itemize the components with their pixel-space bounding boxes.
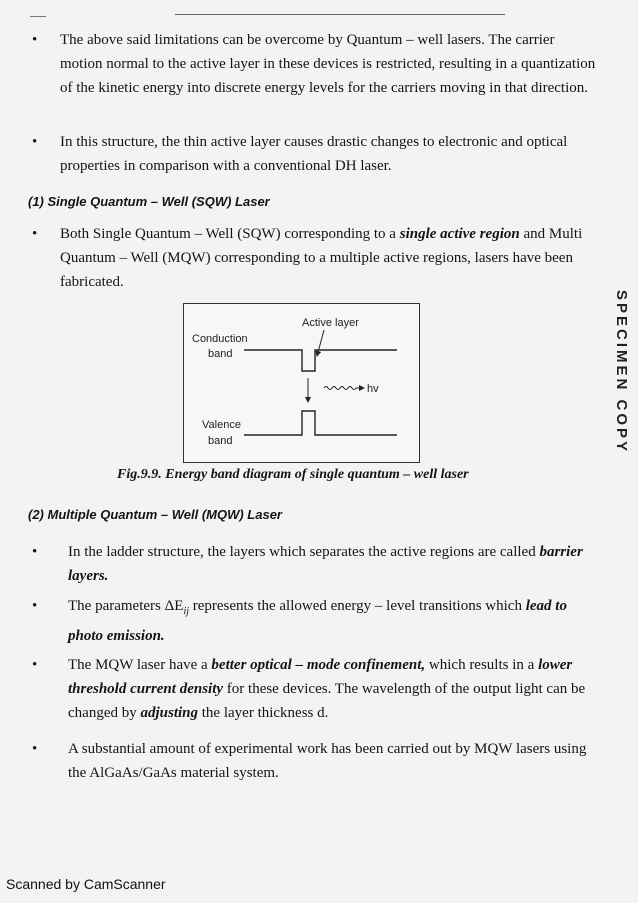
bullet-dot: • xyxy=(32,32,38,48)
bullet-text xyxy=(40,594,600,648)
text-part: and Multi Quantum – Well (MQW) corresponding to a multiple active regions, lasers have been fabricated. xyxy=(60,226,583,290)
emphasis: barrier layers. xyxy=(68,544,583,584)
text-part: for these devices. The wavelength of the output light can be changed by xyxy=(68,681,586,721)
bullet-mqw-3 xyxy=(32,653,600,725)
valence-label-1: Valence xyxy=(202,419,241,431)
bullet-dot: • xyxy=(32,741,38,757)
scanner-footer: Scanned by CamScanner xyxy=(6,876,166,892)
emphasis: lead to photo emission. xyxy=(68,598,567,644)
subscript: ij xyxy=(183,606,189,617)
bullet-dot: • xyxy=(32,134,38,150)
bullet-text: In this structure, the thin active layer causes drastic changes to electronic and optical properties in comparison with a conventional DH laser. xyxy=(60,134,568,174)
bullet-dot: • xyxy=(32,598,38,614)
bullet-text: A substantial amount of experimental work has been carried out by MQW lasers using the AlGaAs/GaAs material system. xyxy=(68,741,587,781)
bullet-intro-1 xyxy=(32,28,600,100)
active-layer-pointer xyxy=(317,330,324,356)
bullet-mqw-1 xyxy=(32,540,600,588)
bullet-sqw xyxy=(32,222,600,294)
text-part: the layer thickness d. xyxy=(198,705,329,721)
text-part: The parameters ΔE xyxy=(68,598,184,614)
bullet-dot: • xyxy=(32,544,38,560)
valence-band-line xyxy=(244,411,397,435)
bullet-text xyxy=(40,540,600,588)
text-part: In the ladder structure, the layers which separates the active regions are called xyxy=(68,544,540,560)
conduction-band-line xyxy=(244,350,397,371)
side-stamp: SPECIMEN COPY xyxy=(613,290,630,455)
section-heading-mqw: (2) Multiple Quantum – Well (MQW) Laser xyxy=(28,507,282,522)
emphasis: adjusting xyxy=(140,705,199,721)
energy-band-figure xyxy=(183,303,420,463)
top-rule xyxy=(175,14,505,15)
bullet-mqw-4 xyxy=(32,737,600,785)
active-layer-label: Active layer xyxy=(302,317,359,329)
text-part: Both Single Quantum – Well (SQW) corresponding to a xyxy=(60,226,400,242)
valence-label-2: band xyxy=(208,435,233,447)
photon-label: hv xyxy=(367,383,379,395)
figure-caption: Fig.9.9. Energy band diagram of single quantum – well laser xyxy=(117,467,469,482)
text-part: which results in a xyxy=(425,657,539,673)
bullet-text xyxy=(40,222,600,294)
photon-wave xyxy=(324,387,356,390)
section-heading-sqw: (1) Single Quantum – Well (SQW) Laser xyxy=(28,194,270,209)
top-dash xyxy=(30,16,46,17)
text-part: represents the allowed energy – level transitions which xyxy=(189,598,526,614)
bullet-text: The above said limitations can be overcome by Quantum – well lasers. The carrier motion normal to the active layer in these devices is restricted, resulting in a quantization of the kinetic energy into discrete energy levels for the carriers moving in that direction. xyxy=(60,32,596,96)
text-part: The MQW laser have a xyxy=(68,657,212,673)
emphasis: lower threshold current density xyxy=(68,657,573,697)
bullet-dot: • xyxy=(32,226,38,242)
bullet-intro-2 xyxy=(32,130,600,178)
emphasis: better optical – mode confinement, xyxy=(211,657,426,673)
bullet-dot: • xyxy=(32,657,38,673)
energy-band-diagram xyxy=(184,304,419,462)
conduction-label-2: band xyxy=(208,348,233,360)
bullet-text xyxy=(40,653,600,725)
bullet-mqw-2 xyxy=(32,594,600,648)
conduction-label-1: Conduction xyxy=(192,333,248,345)
emphasis: single active region xyxy=(399,226,520,242)
